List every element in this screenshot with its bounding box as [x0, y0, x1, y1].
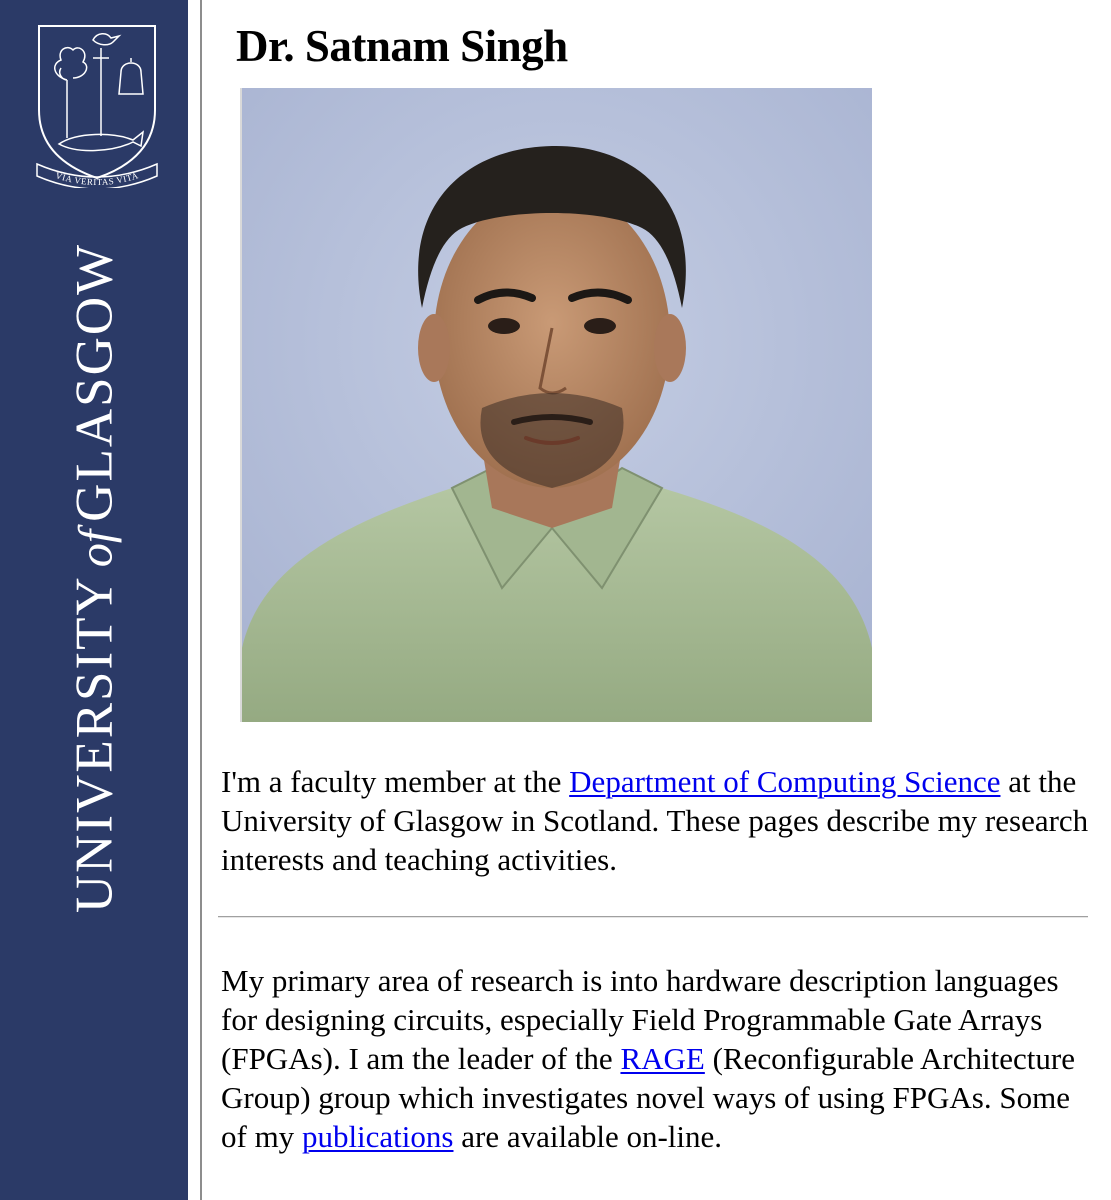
crest-bell-icon	[119, 58, 143, 94]
rage-link[interactable]: RAGE	[620, 1041, 705, 1076]
crest-fish-icon	[59, 132, 143, 151]
crest-staff-icon	[93, 48, 109, 136]
research-text-1: My primary area of research is into hardware description languages for designing circuits, especially Field Programmable Gate Arrays (FPGAs). I am the leader of the	[221, 963, 1059, 1076]
portrait-photo	[240, 88, 872, 722]
section-divider	[218, 916, 1088, 918]
crest-bird-icon	[93, 34, 119, 45]
university-name	[65, 242, 124, 914]
intro-text-before: I'm a faculty member at the	[221, 764, 570, 799]
publications-link[interactable]: publications	[301, 1119, 454, 1154]
intro-text-after: at the University of Glasgow in Scotland. These pages describe my research interests and teaching activities.	[221, 764, 1089, 877]
university-name-part1: UNIVERSITY	[65, 575, 124, 914]
sidebar-divider	[200, 0, 202, 1200]
intro-paragraph	[221, 762, 1091, 879]
sidebar-band	[0, 0, 188, 1200]
sidebar	[0, 0, 202, 1200]
university-crest-icon	[33, 18, 161, 188]
university-name-part2: GLASGOW	[65, 242, 124, 522]
crest-tree-icon	[55, 48, 87, 138]
crest-shield	[39, 26, 155, 178]
research-text-3: are available on-line.	[453, 1119, 723, 1154]
research-paragraph	[221, 961, 1091, 1156]
research-text-2: (Reconfigurable Architecture Group) group which investigates novel ways of using FPGAs. Some of my	[221, 1041, 1075, 1154]
department-link[interactable]: Department of Computing Science	[569, 764, 1001, 799]
page-title: Dr. Satnam Singh	[236, 21, 568, 71]
university-name-of: of	[69, 529, 123, 568]
crest-motto: VIA VERITAS VITA	[54, 170, 140, 188]
